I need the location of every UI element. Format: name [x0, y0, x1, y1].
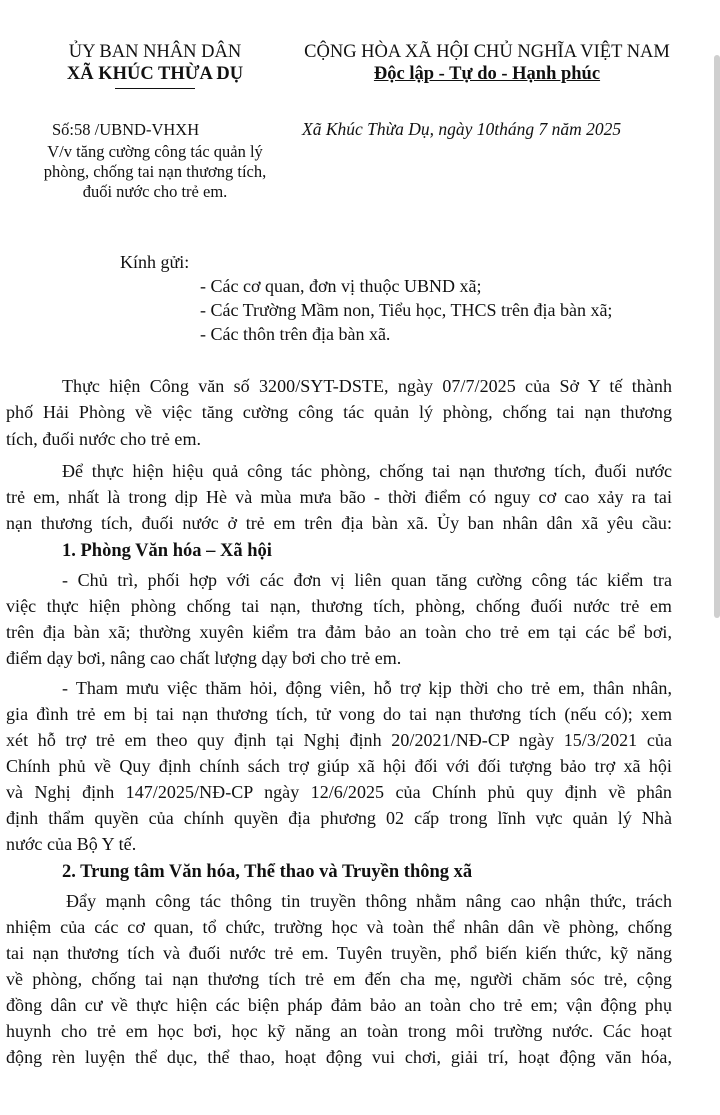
body-line: Chính phủ về Quy định chính sách trợ giúp xã hội đối với đối tượng bảo trợ xã hội — [6, 756, 672, 776]
subject-line: V/v tăng cường công tác quản lý — [47, 142, 263, 161]
recipient-item: - Các cơ quan, đơn vị thuộc UBND xã; — [200, 276, 482, 296]
body-line: nhiệm của các cơ quan, tổ chức, trường học và toàn thể nhân dân về phòng, chống — [6, 917, 672, 937]
subject-line: đuối nước cho trẻ em. — [82, 182, 228, 201]
issuer-underline — [115, 88, 195, 89]
body-line: việc thực hiện phòng chống tai nạn, thương tích, phòng, chống đuối nước trẻ em — [6, 596, 672, 616]
national-motto: Độc lập - Tự do - Hạnh phúc — [373, 64, 601, 84]
subject-line: phòng, chống tai nạn thương tích, — [43, 162, 267, 181]
section-title: 2. Trung tâm Văn hóa, Thể thao và Truyền thông xã — [62, 862, 473, 882]
section-title: 1. Phòng Văn hóa – Xã hội — [62, 541, 272, 561]
body-line: - Chủ trì, phối hợp với các đơn vị liên quan tăng cường công tác kiểm tra — [62, 570, 672, 590]
recipient-item: - Các Trường Mầm non, Tiểu học, THCS trên địa bàn xã; — [200, 300, 613, 320]
recipient-item: - Các thôn trên địa bàn xã. — [200, 324, 391, 344]
body-line: - Tham mưu việc thăm hỏi, động viên, hỗ trợ kịp thời cho trẻ em, thân nhân, — [62, 678, 672, 698]
body-line: trên địa bàn xã; thường xuyên kiểm tra đảm bảo an toàn cho trẻ em tại các bể bơi, — [6, 622, 672, 642]
body-line: Thực hiện Công văn số 3200/SYT-DSTE, ngày 07/7/2025 của Sở Y tế thành — [62, 376, 672, 396]
place-date: Xã Khúc Thừa Dụ, ngày 10tháng 7 năm 2025 — [302, 119, 622, 139]
body-line: phố Hải Phòng về việc tăng cường công tác quản lý phòng, chống tai nạn thương — [6, 402, 672, 422]
body-line: về phòng, chống tai nạn thương tích trẻ em đến cha mẹ, người chăm sóc trẻ, cộng — [6, 969, 672, 989]
body-line: nước của Bộ Y tế. — [6, 834, 137, 854]
body-line: đồng dân cư về thực hiện các biện pháp đảm bảo an toàn cho trẻ em; vận động phụ — [6, 995, 672, 1015]
body-line: trẻ em, nhất là trong dịp Hè và mùa mưa bão - thời điểm có nguy cơ cao xảy ra tai — [6, 487, 672, 507]
body-line: tai nạn thương tích và đuối nước trẻ em. Tuyên truyền, phổ biến kiến thức, kỹ năng — [6, 943, 672, 963]
greeting: Kính gửi: — [120, 252, 190, 272]
body-line: định thẩm quyền của chính quyền địa phương 02 cấp trong lĩnh vực quản lý Nhà — [6, 808, 672, 828]
body-line: xét hỗ trợ trẻ em theo quy định tại Nghị định 20/2021/NĐ-CP ngày 15/3/2021 của — [6, 730, 672, 750]
body-line: nạn thương tích, đuối nước ở trẻ em trên địa bàn xã. Ủy ban nhân dân xã yêu cầu: — [6, 513, 672, 533]
body-line: Đẩy mạnh công tác thông tin truyền thông nhằm nâng cao nhận thức, trách — [66, 891, 672, 911]
body-line: huynh cho trẻ em học bơi, học kỹ năng an toàn trong môi trường nước. Các hoạt — [6, 1021, 672, 1041]
body-line: tích, đuối nước cho trẻ em. — [6, 429, 202, 449]
body-line: Để thực hiện hiệu quả công tác phòng, chống tai nạn thương tích, đuối nước — [62, 461, 672, 481]
body-line: điểm dạy bơi, nâng cao chất lượng dạy bơi cho trẻ em. — [6, 648, 402, 668]
scrollbar[interactable] — [714, 55, 720, 618]
document-number: Số:58 /UBND-VHXH — [52, 120, 200, 139]
issuer-line2: XÃ KHÚC THỪA DỤ — [66, 64, 244, 84]
body-line: và Nghị định 147/2025/NĐ-CP ngày 12/6/2025 của Chính phủ quy định về phân — [6, 782, 672, 802]
national-title: CỘNG HÒA XÃ HỘI CHỦ NGHĨA VIỆT NAM — [304, 42, 670, 62]
body-line: gia đình trẻ em bị tai nạn thương tích, tử vong do tai nạn thương tích (nếu có); xem — [6, 704, 672, 724]
issuer-line1: ỦY BAN NHÂN DÂN — [68, 42, 242, 62]
body-line: động rèn luyện thể dục, thể thao, hoạt động vui chơi, giải trí, hoạt động văn hóa, — [6, 1047, 672, 1067]
